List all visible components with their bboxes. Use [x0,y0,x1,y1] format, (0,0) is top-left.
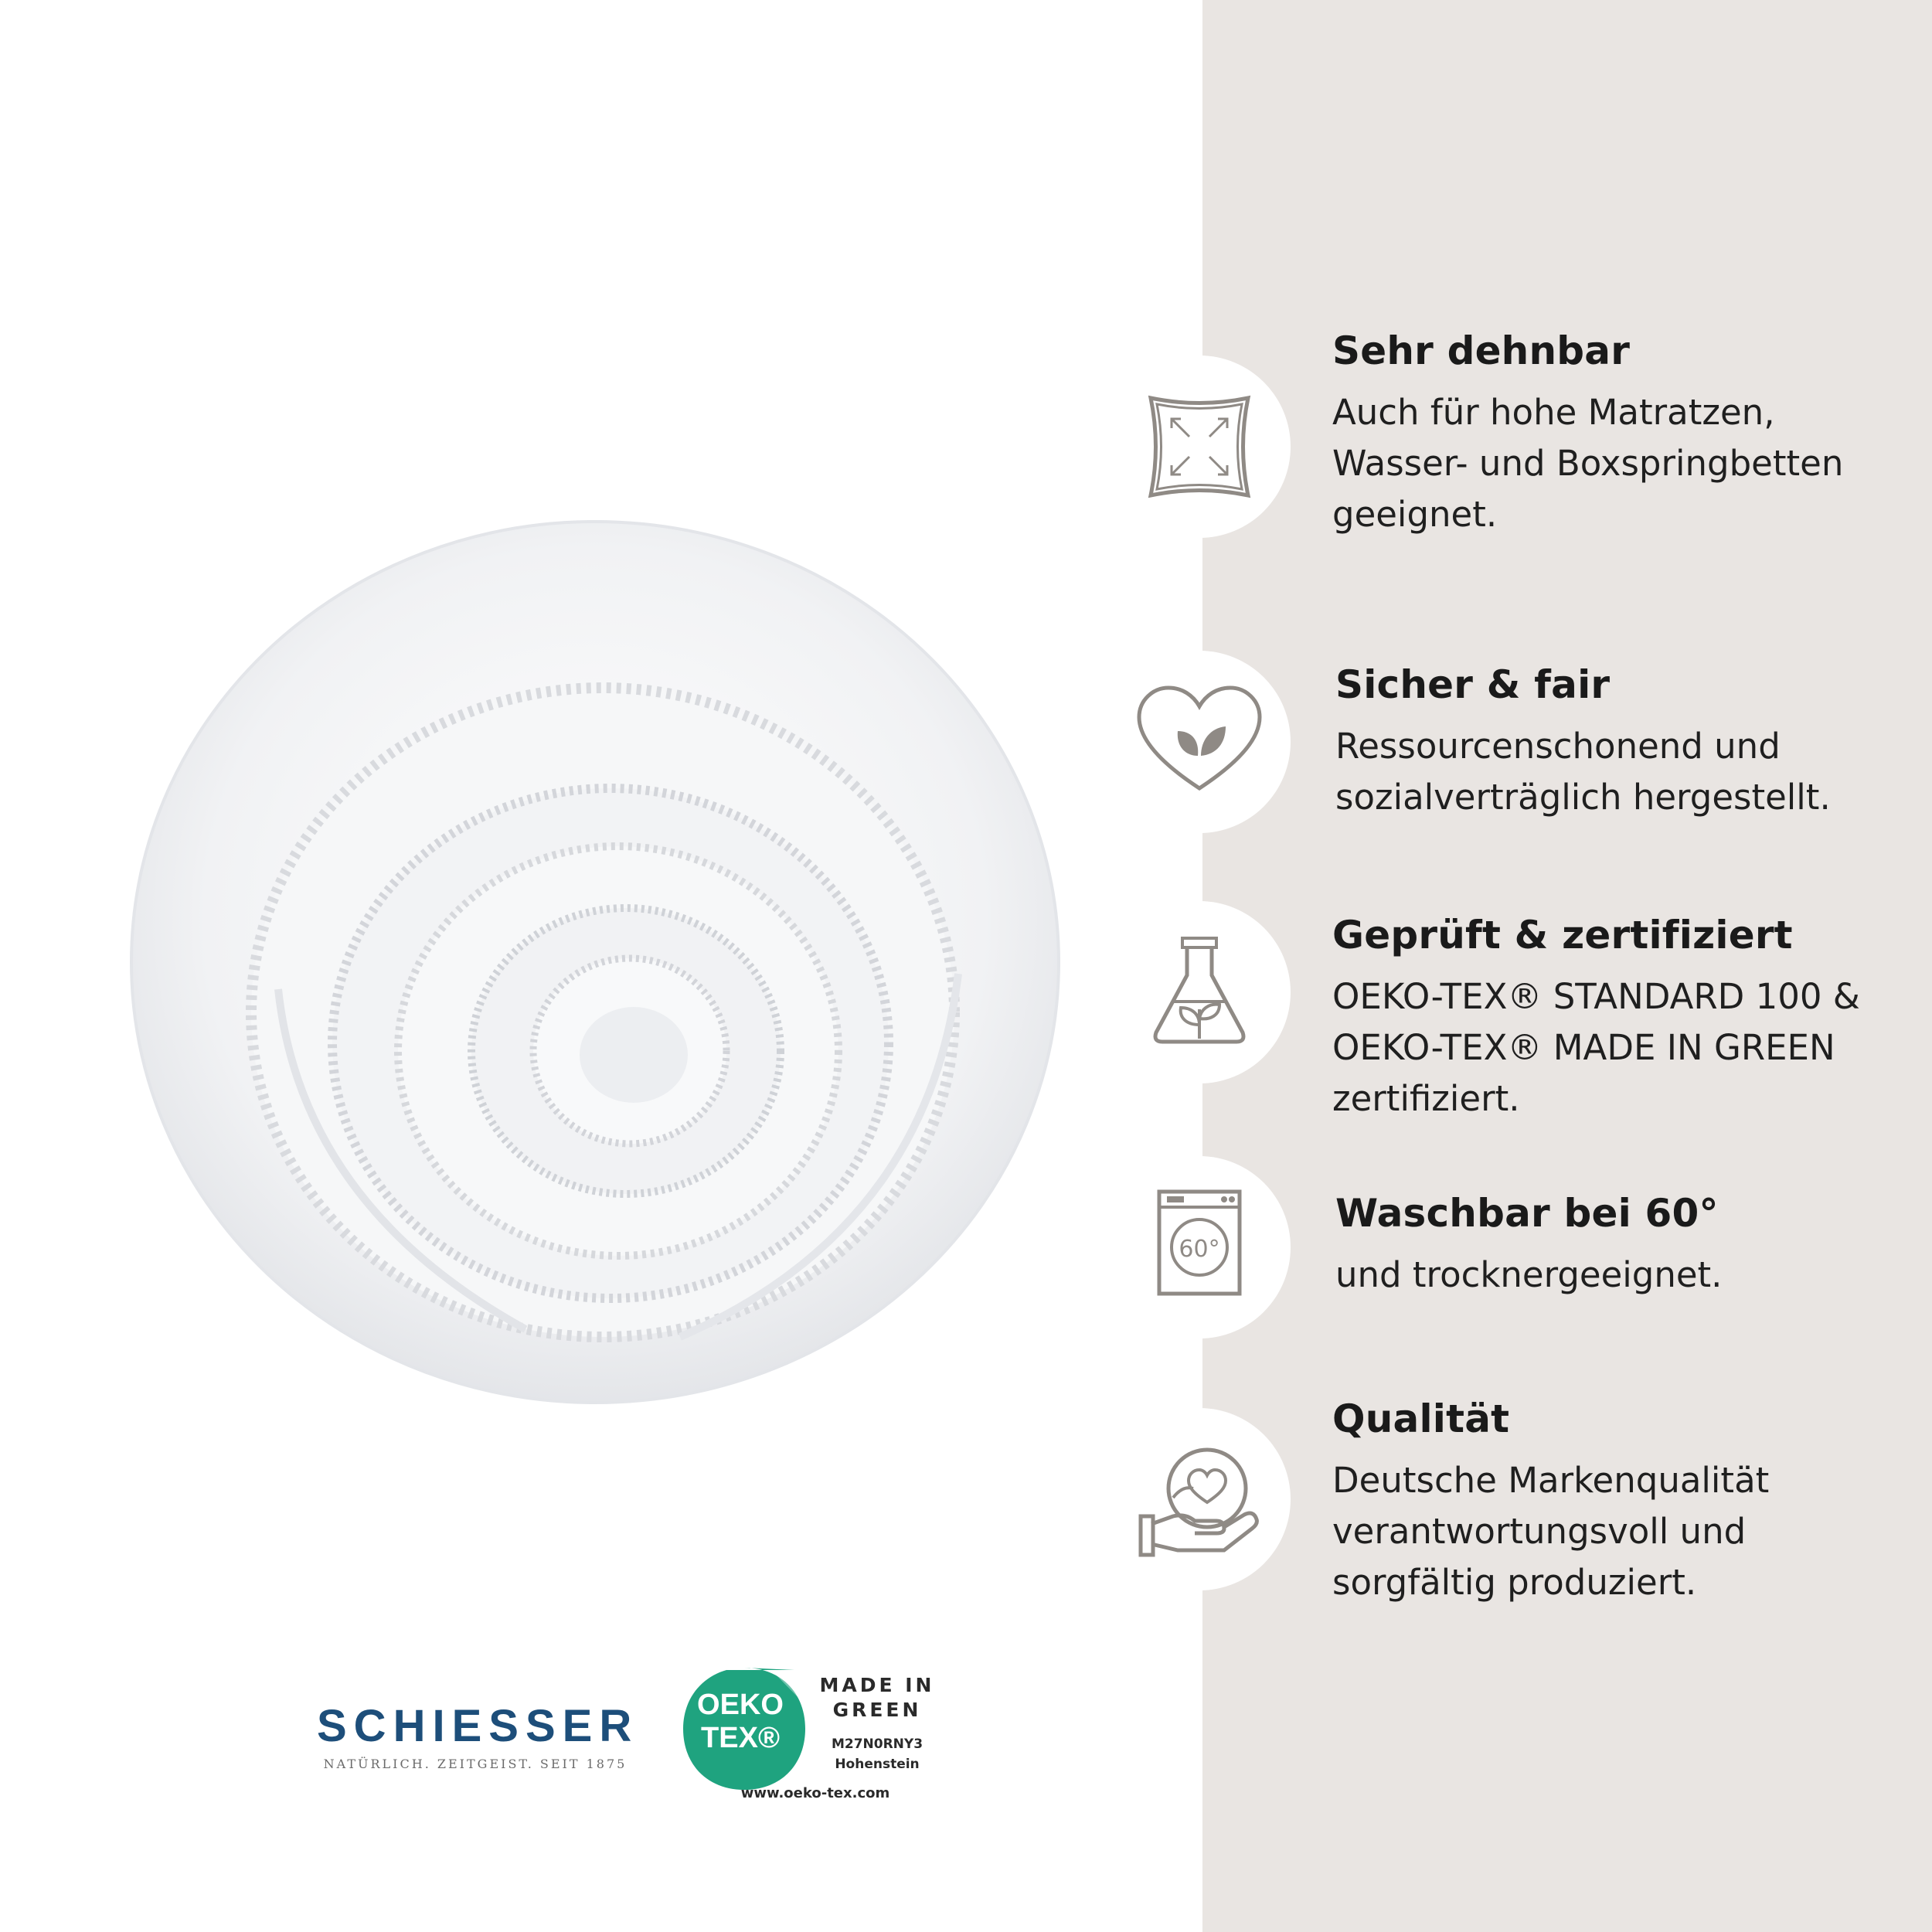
temperature-label: 60° [1179,1236,1220,1263]
feature-text: Ressourcenschonend und sozialverträglich hergestellt. [1335,726,1831,818]
feature-text: Deutsche Markenqualität verantwortungsvoll und sorgfältig produziert. [1332,1460,1770,1603]
feature-text: OEKO-TEX® STANDARD 100 & OEKO-TEX® MADE IN GREEN zertifiziert. [1332,976,1860,1119]
flask-plant-icon [1108,901,1291,1083]
feature-title: Sicher & fair [1335,662,1611,707]
feature-title: Geprüft & zertifiziert [1332,913,1793,957]
certification-code: M27N0RNY3 [831,1736,923,1752]
feature-title: Sehr dehnbar [1332,328,1631,373]
washing-machine-60-icon [1108,1156,1291,1338]
schiesser-logo [317,1700,639,1771]
feature-title: Waschbar bei 60° [1335,1191,1719,1236]
made-in-green-label: MADE IN GREEN [819,1674,935,1721]
brand-name: SCHIESSER [317,1701,639,1751]
feature-text: Auch für hohe Matratzen, Wasser- und Boxspringbetten geeignet. [1332,392,1844,535]
oeko-badge-line1: OEKO [697,1689,784,1721]
feature-icon-circle [1108,1408,1291,1590]
oeko-badge-line2: TEX® [701,1722,780,1754]
feature-text: und trocknergeeignet. [1335,1254,1723,1295]
certification-url[interactable]: www.oeko-tex.com [740,1785,890,1801]
certification-institute: Hohenstein [835,1757,920,1772]
feature-icon-circle [1108,901,1291,1083]
rolled-fitted-sheet-image [124,510,1066,1406]
feature-icon-circle [1108,651,1291,833]
feature-icon-circle [1108,1156,1291,1338]
brand-tagline: NATÜRLICH. ZEITGEIST. SEIT 1875 [323,1757,628,1771]
feature-title: Qualität [1332,1396,1510,1441]
feature-icon-circle [1108,355,1291,538]
stretch-pillow-icon [1108,355,1291,538]
hand-globe-heart-icon [1108,1408,1291,1590]
heart-leaves-icon [1108,651,1291,833]
features-panel [1202,0,1932,1932]
